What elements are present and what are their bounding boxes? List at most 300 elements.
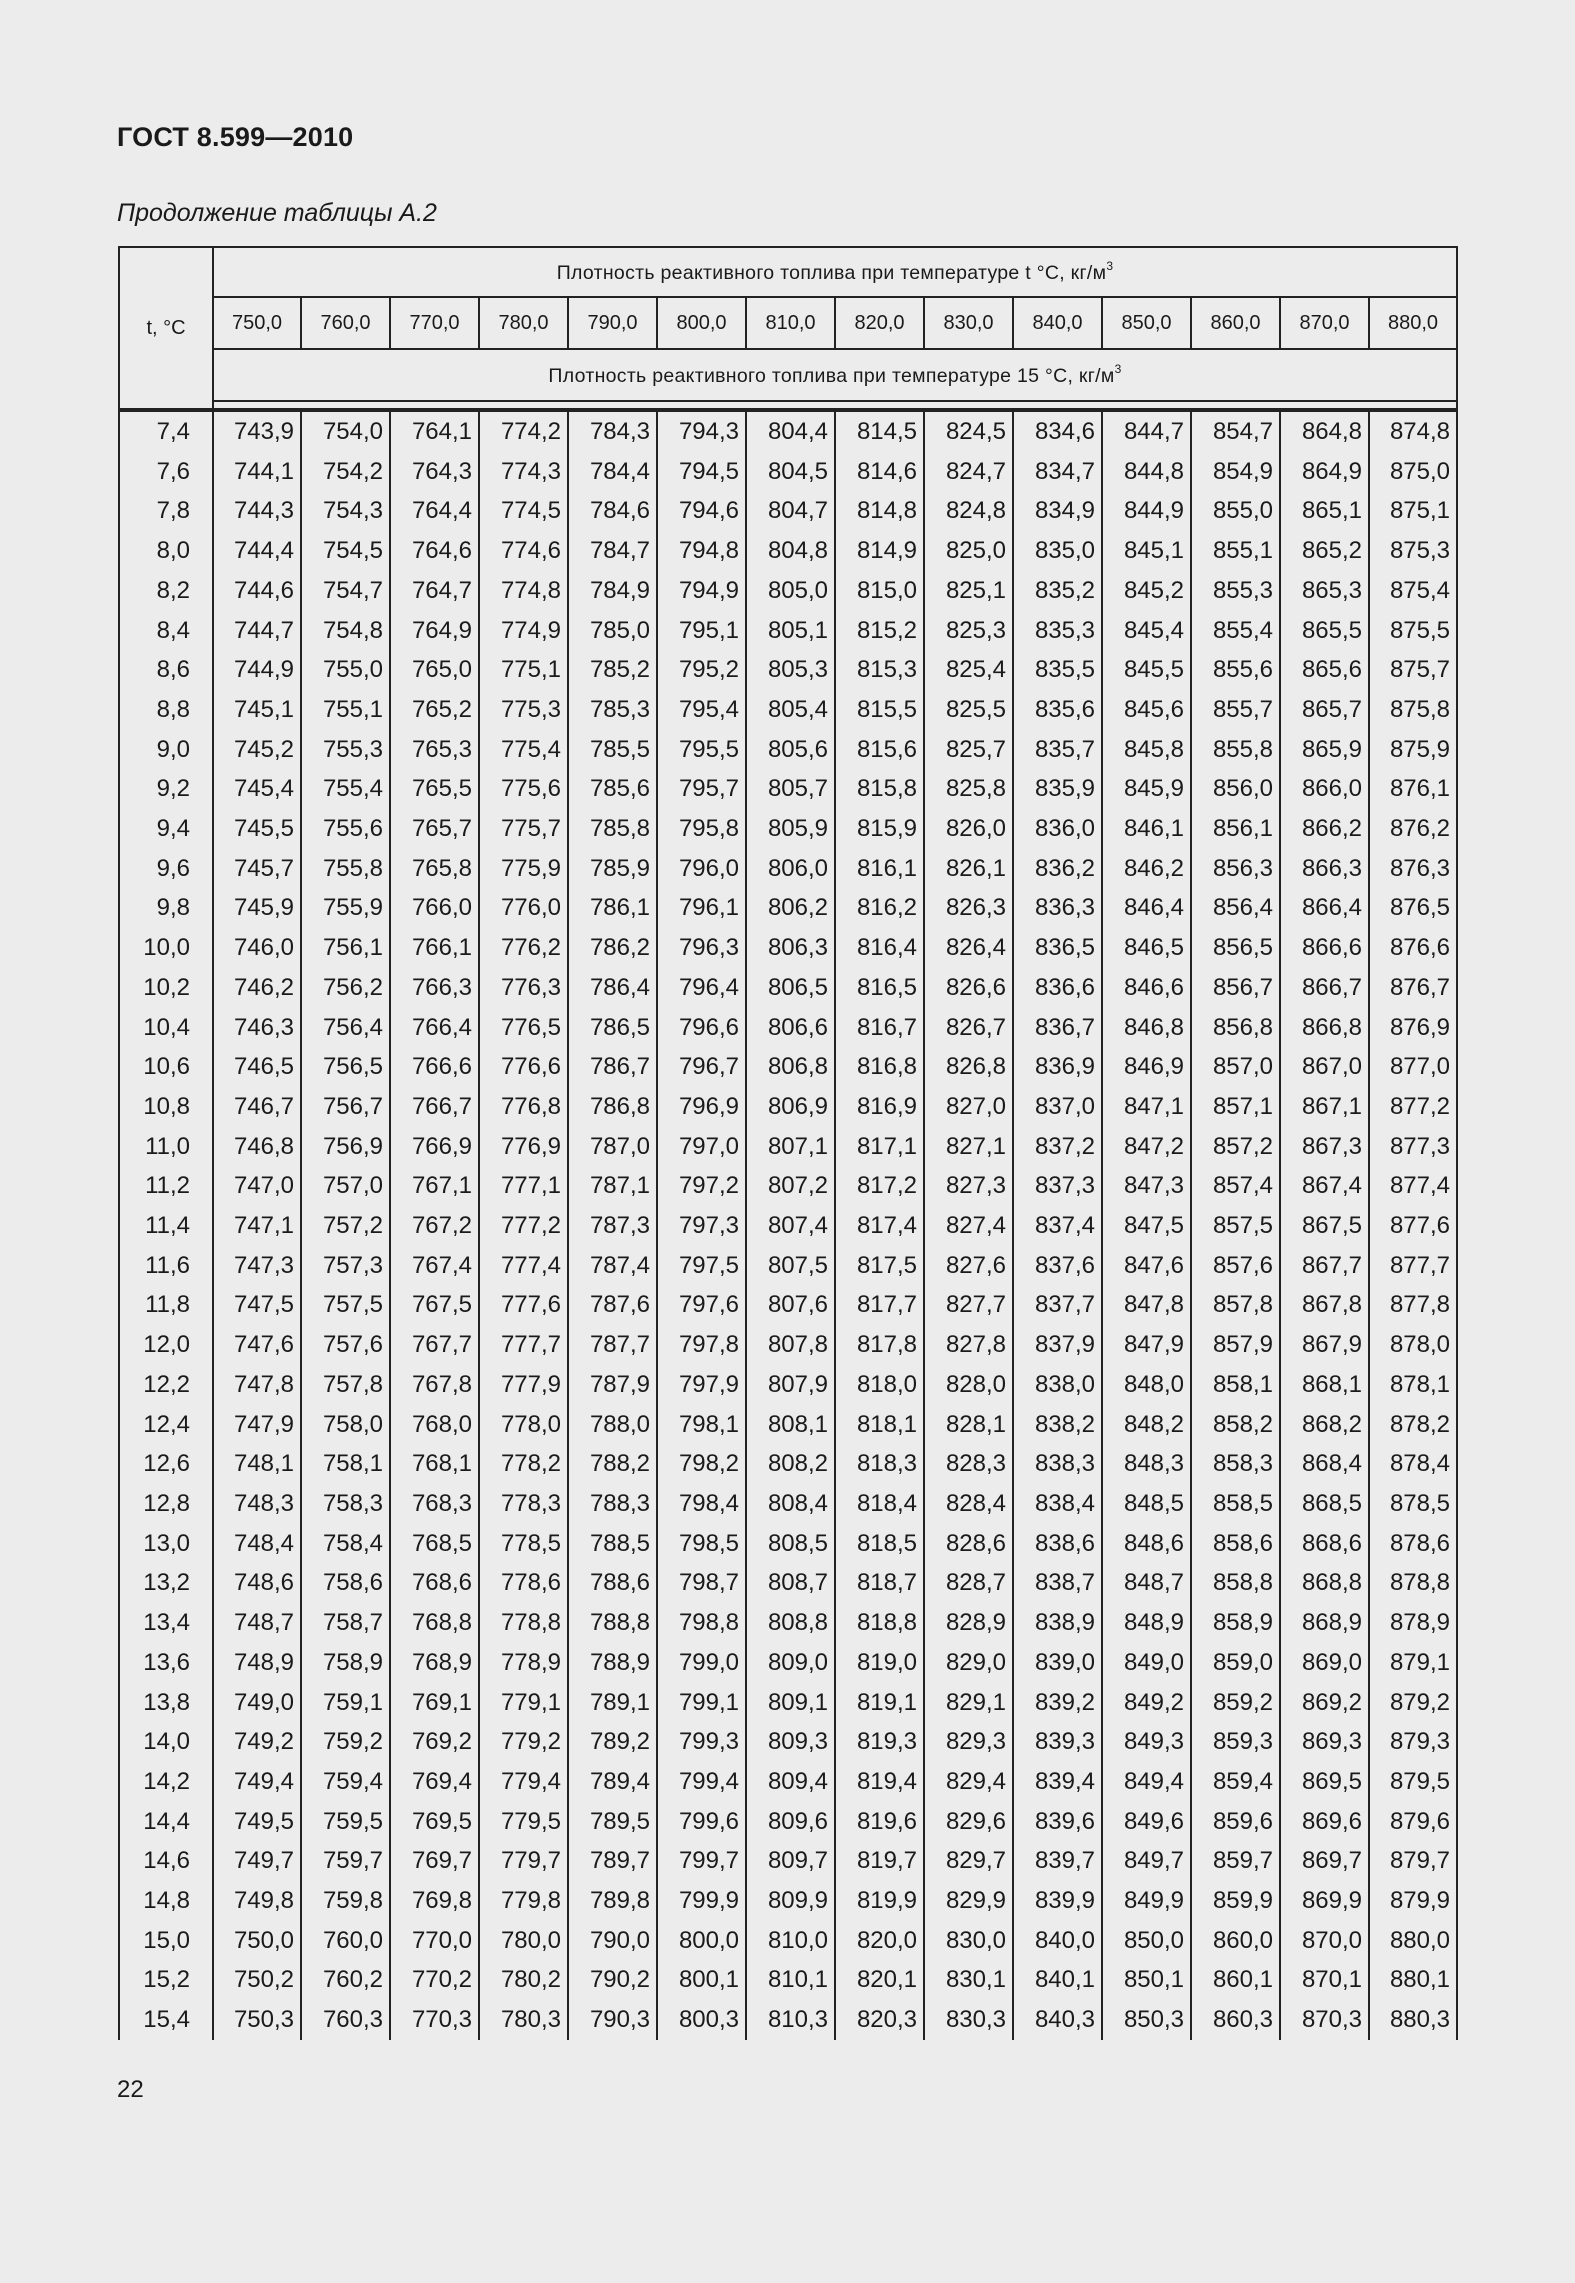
density-cell: 818,8 (835, 1603, 924, 1643)
table-row (119, 1405, 1457, 1445)
density-cell: 877,8 (1369, 1285, 1457, 1325)
density-cell: 747,0 (213, 1166, 301, 1206)
density-cell: 868,6 (1280, 1524, 1369, 1564)
temperature-cell: 14,2 (119, 1762, 213, 1802)
density-cell: 806,6 (746, 1008, 835, 1048)
density-cell: 856,5 (1191, 928, 1280, 968)
density-cell: 875,3 (1369, 531, 1457, 571)
temperature-cell: 15,2 (119, 1960, 213, 2000)
density-cell: 847,6 (1102, 1246, 1191, 1286)
temperature-cell: 10,2 (119, 968, 213, 1008)
density-cell: 758,3 (301, 1484, 390, 1524)
density-cell: 826,1 (924, 849, 1013, 889)
density-cell: 869,2 (1280, 1683, 1369, 1723)
density-cell: 797,9 (657, 1365, 746, 1405)
density-cell: 777,9 (479, 1365, 568, 1405)
density-cell: 876,5 (1369, 888, 1457, 928)
density-cell: 756,7 (301, 1087, 390, 1127)
density-cell: 769,5 (390, 1802, 479, 1842)
temperature-cell: 7,4 (119, 411, 213, 452)
density-cell: 848,6 (1102, 1524, 1191, 1564)
density-cell: 875,5 (1369, 611, 1457, 651)
density-cell: 760,3 (301, 2000, 390, 2040)
density-cell: 786,1 (568, 888, 657, 928)
density-cell: 775,7 (479, 809, 568, 849)
temperature-cell: 12,2 (119, 1365, 213, 1405)
density-cell: 838,6 (1013, 1524, 1102, 1564)
density-cell: 874,8 (1369, 411, 1457, 452)
density-cell: 784,4 (568, 452, 657, 492)
density-cell: 779,5 (479, 1802, 568, 1842)
density-cell: 827,4 (924, 1206, 1013, 1246)
density-cell: 799,0 (657, 1643, 746, 1683)
density-cell: 776,9 (479, 1127, 568, 1167)
density-cell: 750,0 (213, 1921, 301, 1961)
density-cell: 779,4 (479, 1762, 568, 1802)
density-cell: 759,2 (301, 1722, 390, 1762)
temperature-cell: 11,0 (119, 1127, 213, 1167)
density-cell: 764,9 (390, 611, 479, 651)
density-cell: 799,1 (657, 1683, 746, 1723)
density-cell: 825,1 (924, 571, 1013, 611)
density-cell: 869,7 (1280, 1841, 1369, 1881)
column-header: 780,0 (479, 297, 568, 349)
density-cell: 839,7 (1013, 1841, 1102, 1881)
density-cell: 776,2 (479, 928, 568, 968)
density-cell: 846,9 (1102, 1047, 1191, 1087)
density-cell: 845,6 (1102, 690, 1191, 730)
table-row (119, 809, 1457, 849)
density-cell: 818,3 (835, 1444, 924, 1484)
density-cell: 786,7 (568, 1047, 657, 1087)
density-cell: 799,6 (657, 1802, 746, 1842)
density-cell: 839,2 (1013, 1683, 1102, 1723)
density-cell: 788,6 (568, 1563, 657, 1603)
density-cell: 794,5 (657, 452, 746, 492)
table-row (119, 1683, 1457, 1723)
density-cell: 784,6 (568, 491, 657, 531)
column-header: 850,0 (1102, 297, 1191, 349)
density-cell: 814,8 (835, 491, 924, 531)
density-cell: 855,3 (1191, 571, 1280, 611)
density-cell: 765,0 (390, 650, 479, 690)
table-row (119, 1960, 1457, 2000)
density-cell: 744,4 (213, 531, 301, 571)
density-cell: 778,6 (479, 1563, 568, 1603)
density-cell: 795,7 (657, 769, 746, 809)
temperature-cell: 11,4 (119, 1206, 213, 1246)
density-cell: 849,7 (1102, 1841, 1191, 1881)
density-cell: 877,3 (1369, 1127, 1457, 1167)
density-cell: 746,8 (213, 1127, 301, 1167)
table-caption: Продолжение таблицы А.2 (117, 199, 437, 227)
density-cell: 807,9 (746, 1365, 835, 1405)
table-row (119, 849, 1457, 889)
density-cell: 796,4 (657, 968, 746, 1008)
table-row (119, 1087, 1457, 1127)
density-cell: 748,4 (213, 1524, 301, 1564)
density-cell: 809,4 (746, 1762, 835, 1802)
density-cell: 744,7 (213, 611, 301, 651)
density-cell: 795,1 (657, 611, 746, 651)
column-header: 840,0 (1013, 297, 1102, 349)
table-row (119, 411, 1457, 452)
density-cell: 778,3 (479, 1484, 568, 1524)
density-cell: 818,0 (835, 1365, 924, 1405)
density-cell: 860,3 (1191, 2000, 1280, 2040)
density-cell: 759,7 (301, 1841, 390, 1881)
density-cell: 784,3 (568, 411, 657, 452)
density-cell: 865,5 (1280, 611, 1369, 651)
density-cell: 758,1 (301, 1444, 390, 1484)
density-cell: 807,8 (746, 1325, 835, 1365)
density-cell: 805,7 (746, 769, 835, 809)
density-cell: 817,2 (835, 1166, 924, 1206)
temperature-cell: 15,0 (119, 1921, 213, 1961)
table-row (119, 1881, 1457, 1921)
density-cell: 788,8 (568, 1603, 657, 1643)
table-row (119, 888, 1457, 928)
density-cell: 766,0 (390, 888, 479, 928)
density-cell: 825,4 (924, 650, 1013, 690)
density-cell: 869,6 (1280, 1802, 1369, 1842)
density-cell: 798,2 (657, 1444, 746, 1484)
density-cell: 826,6 (924, 968, 1013, 1008)
density-cell: 756,1 (301, 928, 390, 968)
density-cell: 756,4 (301, 1008, 390, 1048)
density-cell: 768,6 (390, 1563, 479, 1603)
density-cell: 836,6 (1013, 968, 1102, 1008)
density-cell: 816,5 (835, 968, 924, 1008)
density-cell: 777,1 (479, 1166, 568, 1206)
density-cell: 798,1 (657, 1405, 746, 1445)
density-cell: 819,0 (835, 1643, 924, 1683)
density-cell: 847,1 (1102, 1087, 1191, 1127)
density-cell: 880,0 (1369, 1921, 1457, 1961)
density-cell: 830,3 (924, 2000, 1013, 2040)
density-cell: 857,8 (1191, 1285, 1280, 1325)
density-cell: 744,3 (213, 491, 301, 531)
density-cell: 826,0 (924, 809, 1013, 849)
density-cell: 809,0 (746, 1643, 835, 1683)
table-row (119, 1802, 1457, 1842)
density-cell: 765,7 (390, 809, 479, 849)
density-cell: 876,3 (1369, 849, 1457, 889)
temperature-cell: 8,6 (119, 650, 213, 690)
density-cell: 876,7 (1369, 968, 1457, 1008)
density-cell: 806,5 (746, 968, 835, 1008)
density-cell: 866,0 (1280, 769, 1369, 809)
density-cell: 757,2 (301, 1206, 390, 1246)
density-cell: 744,9 (213, 650, 301, 690)
density-cell: 844,7 (1102, 411, 1191, 452)
density-cell: 869,0 (1280, 1643, 1369, 1683)
density-cell: 776,0 (479, 888, 568, 928)
density-cell: 829,9 (924, 1881, 1013, 1921)
density-cell: 830,1 (924, 1960, 1013, 2000)
density-cell: 859,4 (1191, 1762, 1280, 1802)
density-cell: 879,3 (1369, 1722, 1457, 1762)
density-cell: 849,6 (1102, 1802, 1191, 1842)
density-cell: 857,9 (1191, 1325, 1280, 1365)
density-cell: 878,5 (1369, 1484, 1457, 1524)
density-cell: 837,2 (1013, 1127, 1102, 1167)
density-cell: 785,8 (568, 809, 657, 849)
density-cell: 825,5 (924, 690, 1013, 730)
density-cell: 825,0 (924, 531, 1013, 571)
density-cell: 840,3 (1013, 2000, 1102, 2040)
density-cell: 807,1 (746, 1127, 835, 1167)
density-cell: 757,3 (301, 1246, 390, 1286)
density-cell: 780,2 (479, 1960, 568, 2000)
density-cell: 878,4 (1369, 1444, 1457, 1484)
density-cell: 839,9 (1013, 1881, 1102, 1921)
density-cell: 818,1 (835, 1405, 924, 1445)
density-cell: 829,3 (924, 1722, 1013, 1762)
density-cell: 845,5 (1102, 650, 1191, 690)
density-cell: 787,1 (568, 1166, 657, 1206)
density-cell: 776,6 (479, 1047, 568, 1087)
density-cell: 870,1 (1280, 1960, 1369, 2000)
density-cell: 848,7 (1102, 1563, 1191, 1603)
density-cell: 805,6 (746, 730, 835, 770)
density-cell: 845,4 (1102, 611, 1191, 651)
table-row (119, 531, 1457, 571)
density-cell: 795,8 (657, 809, 746, 849)
density-cell: 820,0 (835, 1921, 924, 1961)
density-cell: 829,6 (924, 1802, 1013, 1842)
density-cell: 748,3 (213, 1484, 301, 1524)
table-row (119, 2000, 1457, 2040)
density-cell: 815,2 (835, 611, 924, 651)
density-cell: 835,6 (1013, 690, 1102, 730)
temperature-cell: 10,0 (119, 928, 213, 968)
density-cell: 860,1 (1191, 1960, 1280, 2000)
table-body (118, 410, 1458, 2040)
density-cell: 780,3 (479, 2000, 568, 2040)
density-cell: 817,4 (835, 1206, 924, 1246)
density-cell: 814,6 (835, 452, 924, 492)
density-cell: 857,1 (1191, 1087, 1280, 1127)
density-cell: 866,6 (1280, 928, 1369, 968)
density-cell: 846,5 (1102, 928, 1191, 968)
density-cell: 815,5 (835, 690, 924, 730)
density-cell: 785,2 (568, 650, 657, 690)
density-cell: 827,1 (924, 1127, 1013, 1167)
density-cell: 845,9 (1102, 769, 1191, 809)
bottom-header-title: Плотность реактивного топлива при температуре 15 °C, $кг/м^3$ (213, 349, 1457, 401)
density-cell: 805,9 (746, 809, 835, 849)
density-cell: 849,4 (1102, 1762, 1191, 1802)
density-cell: 779,7 (479, 1841, 568, 1881)
density-cell: 754,0 (301, 411, 390, 452)
density-cell: 809,7 (746, 1841, 835, 1881)
table-row (119, 1921, 1457, 1961)
density-cell: 845,1 (1102, 531, 1191, 571)
density-cell: 840,1 (1013, 1960, 1102, 2000)
density-cell: 815,0 (835, 571, 924, 611)
density-cell: 867,4 (1280, 1166, 1369, 1206)
density-cell: 749,2 (213, 1722, 301, 1762)
density-cell: 807,5 (746, 1246, 835, 1286)
density-cell: 869,9 (1280, 1881, 1369, 1921)
density-cell: 768,9 (390, 1643, 479, 1683)
density-cell: 758,7 (301, 1603, 390, 1643)
density-cell: 866,2 (1280, 809, 1369, 849)
density-cell: 880,3 (1369, 2000, 1457, 2040)
density-cell: 865,6 (1280, 650, 1369, 690)
density-cell: 746,0 (213, 928, 301, 968)
density-cell: 745,7 (213, 849, 301, 889)
table-row (119, 491, 1457, 531)
table-row (119, 1643, 1457, 1683)
density-cell: 797,2 (657, 1166, 746, 1206)
temperature-cell: 9,0 (119, 730, 213, 770)
density-cell: 868,5 (1280, 1484, 1369, 1524)
density-cell: 806,3 (746, 928, 835, 968)
density-cell: 744,6 (213, 571, 301, 611)
density-cell: 867,0 (1280, 1047, 1369, 1087)
table-row (119, 1722, 1457, 1762)
temperature-cell: 14,8 (119, 1881, 213, 1921)
density-cell: 779,8 (479, 1881, 568, 1921)
density-cell: 767,1 (390, 1166, 479, 1206)
density-cell: 774,8 (479, 571, 568, 611)
density-cell: 798,5 (657, 1524, 746, 1564)
density-cell: 849,0 (1102, 1643, 1191, 1683)
table-row (119, 1841, 1457, 1881)
temperature-cell: 13,2 (119, 1563, 213, 1603)
table-row (119, 1762, 1457, 1802)
density-cell: 816,1 (835, 849, 924, 889)
density-cell: 879,2 (1369, 1683, 1457, 1723)
temperature-cell: 9,6 (119, 849, 213, 889)
density-cell: 855,8 (1191, 730, 1280, 770)
density-cell: 855,0 (1191, 491, 1280, 531)
density-cell: 815,8 (835, 769, 924, 809)
temperature-cell: 10,4 (119, 1008, 213, 1048)
density-cell: 768,3 (390, 1484, 479, 1524)
density-cell: 795,4 (657, 690, 746, 730)
density-cell: 857,6 (1191, 1246, 1280, 1286)
density-cell: 878,2 (1369, 1405, 1457, 1445)
density-cell: 786,4 (568, 968, 657, 1008)
density-cell: 820,1 (835, 1960, 924, 2000)
density-cell: 796,3 (657, 928, 746, 968)
density-cell: 796,0 (657, 849, 746, 889)
density-cell: 764,4 (390, 491, 479, 531)
density-cell: 754,7 (301, 571, 390, 611)
density-cell: 819,9 (835, 1881, 924, 1921)
density-cell: 769,1 (390, 1683, 479, 1723)
density-cell: 857,4 (1191, 1166, 1280, 1206)
density-cell: 876,2 (1369, 809, 1457, 849)
density-cell: 816,7 (835, 1008, 924, 1048)
density-cell: 875,9 (1369, 730, 1457, 770)
temperature-cell: 14,6 (119, 1841, 213, 1881)
density-cell: 846,4 (1102, 888, 1191, 928)
density-cell: 787,0 (568, 1127, 657, 1167)
density-cell: 776,5 (479, 1008, 568, 1048)
density-cell: 804,5 (746, 452, 835, 492)
density-cell: 804,8 (746, 531, 835, 571)
density-cell: 847,8 (1102, 1285, 1191, 1325)
density-cell: 859,6 (1191, 1802, 1280, 1842)
density-cell: 818,4 (835, 1484, 924, 1524)
density-cell: 845,2 (1102, 571, 1191, 611)
density-cell: 759,1 (301, 1683, 390, 1723)
density-cell: 789,5 (568, 1802, 657, 1842)
density-cell: 879,6 (1369, 1802, 1457, 1842)
density-cell: 767,4 (390, 1246, 479, 1286)
density-cell: 785,6 (568, 769, 657, 809)
density-cell: 795,5 (657, 730, 746, 770)
density-cell: 810,3 (746, 2000, 835, 2040)
density-cell: 827,0 (924, 1087, 1013, 1127)
table-row (119, 452, 1457, 492)
density-cell: 849,3 (1102, 1722, 1191, 1762)
density-cell: 749,7 (213, 1841, 301, 1881)
density-cell: 766,1 (390, 928, 479, 968)
density-cell: 855,7 (1191, 690, 1280, 730)
density-cell: 769,2 (390, 1722, 479, 1762)
density-cell: 857,2 (1191, 1127, 1280, 1167)
density-cell: 747,8 (213, 1365, 301, 1405)
density-cell: 808,2 (746, 1444, 835, 1484)
density-cell: 824,5 (924, 411, 1013, 452)
table-row (119, 769, 1457, 809)
density-cell: 774,9 (479, 611, 568, 651)
density-cell: 836,7 (1013, 1008, 1102, 1048)
density-cell: 855,4 (1191, 611, 1280, 651)
density-cell: 790,2 (568, 1960, 657, 2000)
density-cell: 866,3 (1280, 849, 1369, 889)
temperature-cell: 11,6 (119, 1246, 213, 1286)
density-cell: 797,8 (657, 1325, 746, 1365)
density-cell: 760,0 (301, 1921, 390, 1961)
density-cell: 878,6 (1369, 1524, 1457, 1564)
density-cell: 855,1 (1191, 531, 1280, 571)
column-header: 800,0 (657, 297, 746, 349)
density-cell: 856,8 (1191, 1008, 1280, 1048)
temperature-cell: 13,6 (119, 1643, 213, 1683)
document-id: ГОСТ 8.599—2010 (117, 122, 354, 152)
density-cell: 840,0 (1013, 1921, 1102, 1961)
density-cell: 785,0 (568, 611, 657, 651)
temperature-cell: 12,4 (119, 1405, 213, 1445)
density-cell: 836,3 (1013, 888, 1102, 928)
density-cell: 848,0 (1102, 1365, 1191, 1405)
density-cell: 866,8 (1280, 1008, 1369, 1048)
density-cell: 829,4 (924, 1762, 1013, 1802)
density-cell: 837,9 (1013, 1325, 1102, 1365)
density-cell: 845,8 (1102, 730, 1191, 770)
density-cell: 756,5 (301, 1047, 390, 1087)
density-cell: 854,9 (1191, 452, 1280, 492)
density-cell: 836,0 (1013, 809, 1102, 849)
table-row (119, 1365, 1457, 1405)
density-cell: 780,0 (479, 1921, 568, 1961)
temperature-cell: 11,8 (119, 1285, 213, 1325)
table-row (119, 690, 1457, 730)
density-cell: 859,3 (1191, 1722, 1280, 1762)
density-cell: 774,3 (479, 452, 568, 492)
density-cell: 776,8 (479, 1087, 568, 1127)
top-header-title: Плотность реактивного топлива при температуре t °C, $кг/м^3$ (213, 247, 1457, 297)
density-cell: 819,4 (835, 1762, 924, 1802)
density-cell: 827,7 (924, 1285, 1013, 1325)
density-cell: 829,0 (924, 1643, 1013, 1683)
